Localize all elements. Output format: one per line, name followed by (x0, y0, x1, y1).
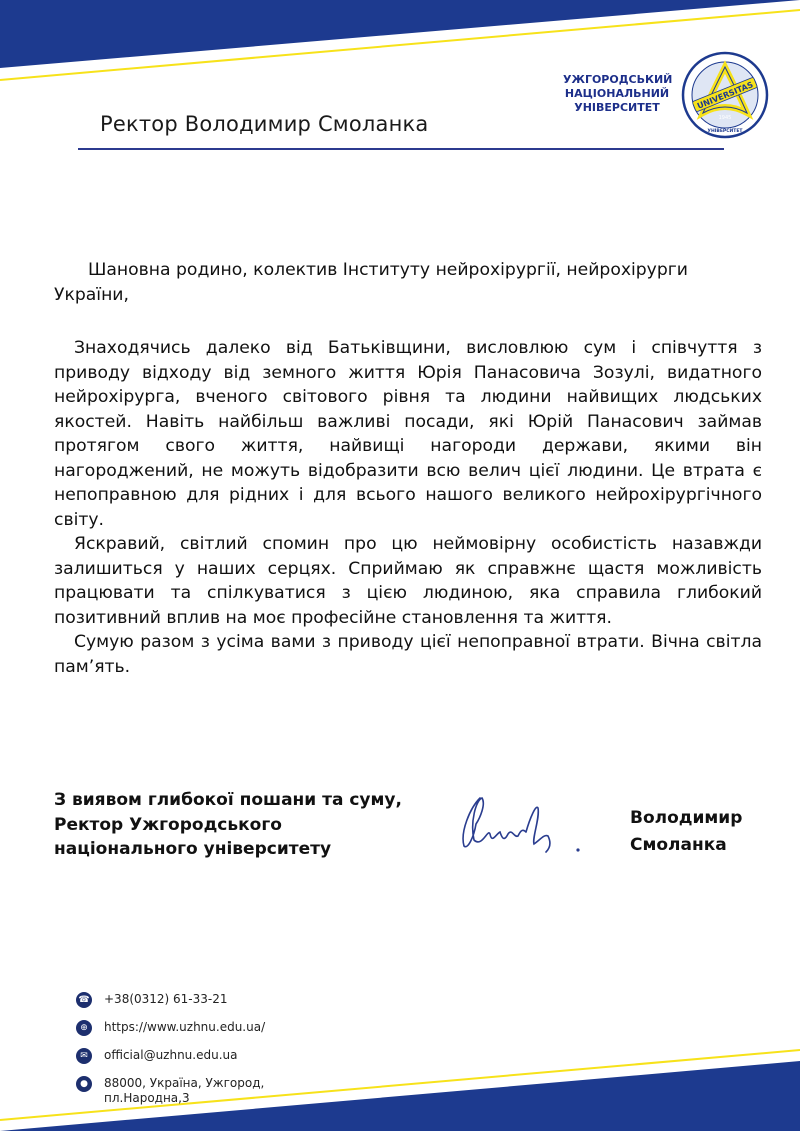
phone-number[interactable]: +38(0312) 61-33-21 (104, 992, 228, 1006)
contact-phone (76, 992, 265, 1020)
top-blue-band (0, 0, 800, 68)
header-divider (78, 148, 724, 150)
envelope-icon: ✉ (76, 1048, 92, 1064)
logo-banner-text: UNIVERSITAS (695, 80, 755, 111)
phone-icon: ☎ (76, 992, 92, 1008)
logo-ring-text-bottom: УНІВЕРСИТЕТ (707, 129, 743, 134)
letter-paragraph: Яскравий, світлий спомин про цю неймовірну особистість назавжди залишиться у наших серцях. Сприймаю як справжнє щастя можливість працювати та спілкуватися з цією людиною, яка справила глибокий позитивний вплив на моє професійне становлення та життя. (54, 534, 762, 628)
closing-line: національного університету (54, 839, 332, 859)
contact-address (76, 1076, 265, 1104)
letter-body (54, 336, 762, 679)
address-line: 88000, Україна, Ужгород, (104, 1076, 265, 1090)
signer-name (630, 805, 742, 859)
letter-greeting-block (54, 258, 762, 307)
signer-first-name: Володимир (630, 808, 743, 828)
closing-line: Ректор Ужгородського (54, 814, 282, 835)
address-line: пл.Народна,3 (104, 1091, 190, 1105)
logo-year: 1945 (718, 115, 732, 121)
university-logo (681, 51, 769, 139)
letter-greeting: Шановна родино, колектив Інституту нейрохірургії, нейрохірурги України, (54, 260, 688, 305)
email-link[interactable]: official@uzhnu.edu.ua (104, 1048, 238, 1062)
address (104, 1076, 264, 1106)
university-name-line: УЖГОРОДСЬКИЙ (563, 73, 673, 86)
contact-list (76, 992, 265, 1104)
closing-block (54, 788, 402, 862)
location-pin-icon: ● (76, 1076, 92, 1092)
university-name (563, 73, 671, 115)
university-name-line: УНІВЕРСИТЕТ (574, 101, 660, 114)
globe-icon: ⊕ (76, 1020, 92, 1036)
letter-paragraph: Знаходячись далеко від Батьківщини, висловлюю сум і співчуття з приводу відходу від земного життя Юрія Панасовича Зозулі, видатного нейрохірурга, вченого світового рівня та людини найвищих людських якостей. Навіть найбільш важливі посади, які Юрій Панасович займав протягом свого життя, найвищі нагороди держави, якими він нагороджений, не можуть відобразити всю велич цієї людини. Це втрата є непоправною для рідних і для всього нашого великого нейрохірургічного світу. (54, 338, 762, 530)
website-link[interactable]: https://www.uzhnu.edu.ua/ (104, 1020, 266, 1034)
handwritten-signature (452, 788, 592, 858)
contact-email (76, 1048, 265, 1076)
signer-last-name: Смоланка (630, 835, 727, 855)
letter-paragraph: Сумую разом з усіма вами з приводу цієї непоправної втрати. Вічна світла пам’ять. (54, 632, 762, 677)
rector-title: Ректор Володимир Смоланка (100, 112, 429, 136)
university-name-line: НАЦІОНАЛЬНИЙ (564, 87, 670, 100)
closing-line: З виявом глибокої пошани та суму, (54, 790, 402, 810)
contact-website (76, 1020, 265, 1048)
